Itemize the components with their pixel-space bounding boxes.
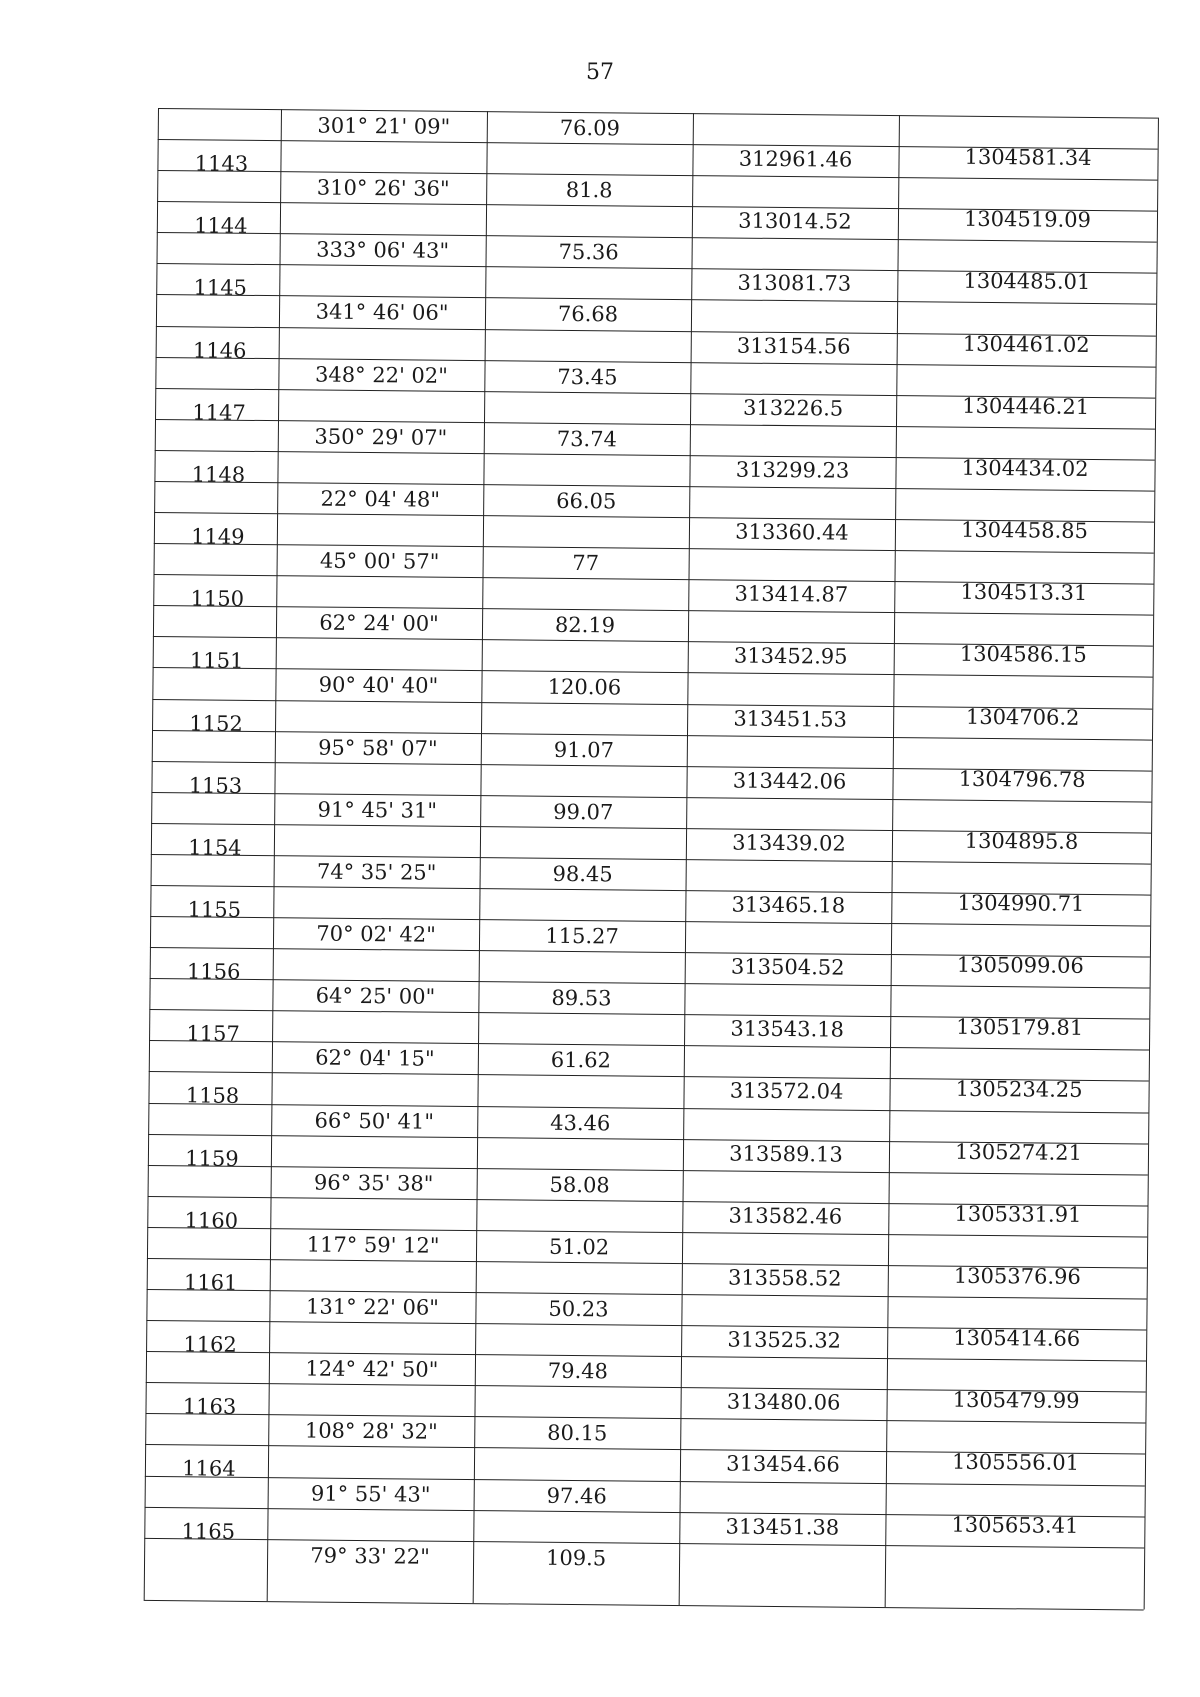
bearing-cell: 66° 50' 41" xyxy=(314,1108,435,1134)
distance-cell: 73.74 xyxy=(556,426,618,452)
point-id-cell: 1165 xyxy=(181,1519,236,1544)
easting-cell: 1305479.99 xyxy=(952,1387,1080,1413)
distance-cell: 99.07 xyxy=(553,799,614,825)
distance-cell: 75.36 xyxy=(558,239,619,265)
northing-cell: 313226.5 xyxy=(742,395,844,421)
northing-cell: 313525.32 xyxy=(727,1327,842,1353)
easting-cell: 1304706.2 xyxy=(965,704,1080,730)
easting-cell: 1304513.31 xyxy=(960,579,1088,605)
bearing-cell: 95° 58' 07" xyxy=(318,735,438,761)
point-id-cell: 1164 xyxy=(182,1456,236,1481)
survey-coordinates-table xyxy=(144,108,1158,1610)
easting-cell: 1304458.85 xyxy=(960,517,1089,543)
point-id-cell: 1147 xyxy=(192,400,246,425)
easting-cell: 1305234.25 xyxy=(955,1076,1083,1102)
point-id-cell: 1155 xyxy=(187,897,242,922)
northing-cell: 313452.95 xyxy=(733,643,848,669)
northing-cell: 313582.46 xyxy=(728,1203,843,1229)
point-id-cell: 1162 xyxy=(183,1332,237,1357)
point-id-cell: 1145 xyxy=(193,275,248,300)
bearing-cell: 108° 28' 32" xyxy=(304,1418,438,1444)
bearing-cell: 74° 35' 25" xyxy=(316,859,437,885)
northing-cell: 313154.56 xyxy=(736,333,851,359)
bearing-cell: 70° 02' 42" xyxy=(316,921,436,947)
easting-cell: 1305653.41 xyxy=(951,1512,1079,1538)
easting-cell: 1304519.09 xyxy=(963,206,1092,232)
northing-cell: 313442.06 xyxy=(732,768,847,794)
bearing-cell: 62° 04' 15" xyxy=(315,1045,435,1071)
point-id-cell: 1149 xyxy=(191,524,245,549)
bearing-cell: 341° 46' 06" xyxy=(315,299,449,325)
point-id-cell: 1159 xyxy=(185,1146,239,1171)
point-id-cell: 1143 xyxy=(194,151,249,176)
bearing-cell: 91° 55' 43" xyxy=(310,1481,431,1507)
table-row-line xyxy=(144,1600,1144,1611)
northing-cell: 312961.46 xyxy=(738,146,853,172)
page-number: 57 xyxy=(586,60,614,85)
easting-cell: 1304446.21 xyxy=(962,393,1090,419)
bearing-cell: 96° 35' 38" xyxy=(313,1170,434,1196)
bearing-cell: 62° 24' 00" xyxy=(319,610,439,636)
distance-cell: 73.45 xyxy=(557,364,618,390)
bearing-cell: 131° 22' 06" xyxy=(305,1294,440,1320)
northing-cell: 313451.53 xyxy=(733,706,848,732)
distance-cell: 77 xyxy=(572,550,600,576)
distance-cell: 97.46 xyxy=(546,1483,607,1509)
easting-cell: 1304581.34 xyxy=(964,144,1092,170)
easting-cell: 1305556.01 xyxy=(951,1449,1080,1475)
point-id-cell: 1151 xyxy=(189,648,244,673)
northing-cell: 313439.02 xyxy=(732,830,846,856)
easting-cell: 1305179.81 xyxy=(956,1014,1084,1040)
distance-cell: 50.23 xyxy=(548,1296,609,1322)
distance-cell: 79.48 xyxy=(547,1358,609,1384)
point-id-cell: 1161 xyxy=(183,1270,238,1295)
easting-cell: 1304586.15 xyxy=(959,641,1087,667)
point-id-cell: 1148 xyxy=(191,462,246,487)
easting-cell: 1304895.8 xyxy=(964,828,1079,854)
easting-cell: 1305274.21 xyxy=(954,1139,1083,1165)
bearing-cell: 124° 42' 50" xyxy=(305,1356,439,1382)
bearing-cell: 350° 29' 07" xyxy=(314,424,448,450)
point-id-cell: 1152 xyxy=(189,711,243,736)
easting-cell: 1305331.91 xyxy=(954,1201,1082,1227)
bearing-cell: 90° 40' 40" xyxy=(318,672,439,698)
northing-cell: 313454.66 xyxy=(726,1451,840,1477)
distance-cell: 51.02 xyxy=(548,1234,610,1260)
point-id-cell: 1150 xyxy=(190,586,245,611)
point-id-cell: 1163 xyxy=(182,1394,237,1419)
distance-cell: 91.07 xyxy=(553,737,615,763)
northing-cell: 313480.06 xyxy=(726,1389,841,1415)
easting-cell: 1304485.01 xyxy=(963,268,1091,294)
northing-cell: 313543.18 xyxy=(730,1016,845,1042)
distance-cell: 43.46 xyxy=(550,1110,611,1136)
bearing-cell: 348° 22' 02" xyxy=(314,362,448,388)
northing-cell: 313414.87 xyxy=(734,581,849,607)
easting-cell: 1304796.78 xyxy=(958,766,1086,792)
northing-cell: 313360.44 xyxy=(735,519,849,545)
bearing-cell: 333° 06' 43" xyxy=(316,237,450,263)
distance-cell: 58.08 xyxy=(549,1172,610,1198)
point-id-cell: 1144 xyxy=(194,213,248,238)
point-id-cell: 1154 xyxy=(188,835,242,860)
northing-cell: 313451.38 xyxy=(725,1514,840,1540)
distance-cell: 120.06 xyxy=(547,674,622,700)
northing-cell: 313299.23 xyxy=(735,457,850,483)
distance-cell: 76.68 xyxy=(557,301,619,327)
distance-cell: 115.27 xyxy=(545,923,619,949)
easting-cell: 1305414.66 xyxy=(953,1325,1081,1351)
bearing-cell: 79° 33' 22" xyxy=(310,1543,430,1569)
point-id-cell: 1146 xyxy=(192,338,247,363)
bearing-cell: 91° 45' 31" xyxy=(317,797,438,823)
point-id-cell: 1153 xyxy=(188,773,243,798)
easting-cell: 1305099.06 xyxy=(956,952,1084,978)
northing-cell: 313589.13 xyxy=(729,1141,843,1167)
point-id-cell: 1156 xyxy=(186,959,241,984)
northing-cell: 313572.04 xyxy=(729,1078,844,1104)
distance-cell: 80.15 xyxy=(547,1420,608,1446)
distance-cell: 98.45 xyxy=(552,861,613,887)
distance-cell: 81.8 xyxy=(565,177,613,203)
easting-cell: 1304461.02 xyxy=(962,331,1090,357)
bearing-cell: 22° 04' 48" xyxy=(320,486,441,512)
bearing-cell: 117° 59' 12" xyxy=(306,1232,440,1258)
northing-cell: 313081.73 xyxy=(737,270,852,296)
distance-cell: 109.5 xyxy=(545,1545,607,1571)
northing-cell: 313504.52 xyxy=(730,954,845,980)
northing-cell: 313558.52 xyxy=(727,1265,842,1291)
distance-cell: 89.53 xyxy=(551,985,612,1011)
northing-cell: 313014.52 xyxy=(738,208,852,234)
distance-cell: 82.19 xyxy=(554,612,616,638)
point-id-cell: 1158 xyxy=(185,1083,240,1108)
point-id-cell: 1157 xyxy=(186,1021,240,1046)
bearing-cell: 310° 26' 36" xyxy=(316,175,450,201)
northing-cell: 313465.18 xyxy=(731,892,846,918)
distance-cell: 61.62 xyxy=(550,1047,612,1073)
easting-cell: 1304990.71 xyxy=(957,890,1085,916)
point-id-cell: 1160 xyxy=(184,1208,239,1233)
bearing-cell: 64° 25' 00" xyxy=(315,983,436,1009)
bearing-cell: 301° 21' 09" xyxy=(317,113,451,139)
easting-cell: 1304434.02 xyxy=(961,455,1089,481)
easting-cell: 1305376.96 xyxy=(953,1263,1081,1289)
distance-cell: 66.05 xyxy=(556,488,617,514)
bearing-cell: 45° 00' 57" xyxy=(319,548,440,574)
distance-cell: 76.09 xyxy=(559,115,621,141)
